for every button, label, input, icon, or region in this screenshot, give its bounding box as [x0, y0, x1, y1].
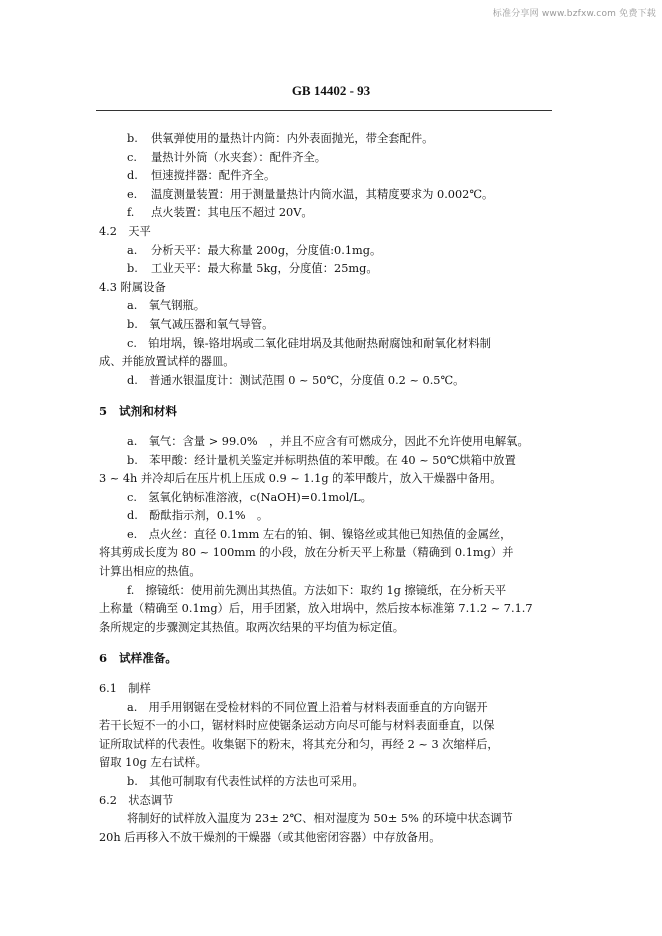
paragraph-line: 将制好的试样放入温度为 23± 2℃、相对湿度为 50± 5% 的环境中状态调节 [127, 812, 513, 826]
list-item: f. 擦镜纸：使用前先测出其热值。方法如下：取约 1g 擦镜纸，在分析天平 [127, 583, 507, 597]
document-body [99, 130, 559, 847]
subsection-4-2-title: 4.2 天平 [99, 224, 151, 238]
list-item: a. 氧气钢瓶。 [127, 299, 206, 313]
item-label: b. [127, 132, 138, 145]
paragraph-line: 20h 后再移入不放干燥剂的干燥器（或其他密闭容器）中存放备用。 [99, 830, 441, 844]
list-item [99, 260, 559, 279]
item-label: e. [127, 187, 138, 201]
list-item [99, 149, 559, 168]
item-label: f. [127, 206, 135, 220]
list-item-continuation: 将其剪成长度为 80 ~ 100mm 的小段，放在分析天平上称量（精确到 0.1mg）并 [99, 546, 514, 560]
section-title: 试剂和材料 [119, 404, 177, 419]
list-item-continuation: 留取 10g 左右试样。 [99, 756, 207, 770]
subsection-6-1-title: 6.1 制样 [99, 682, 151, 696]
list-item-continuation: 计算出相应的热值。 [99, 565, 201, 579]
list-item [99, 204, 559, 223]
list-item [99, 130, 559, 149]
item-text: 点火装置：其电压不超过 20V。 [151, 206, 313, 220]
item-label: c. [127, 150, 137, 164]
header-rule [96, 110, 552, 111]
list-item: a. 氧气：含量 > 99.0% ，并且不应含有可燃成分，因此不允许使用电解氧。 [127, 434, 529, 448]
list-item [99, 167, 559, 186]
list-item-continuation: 若干长短不一的小口，锯材料时应使锯条运动方向尽可能与材料表面垂直，以保 [99, 719, 495, 733]
section-title: 试样准备。 [119, 651, 177, 666]
document-header: GB 14402 - 93 [291, 83, 371, 98]
list-item: c. 氢氧化钠标准溶液，c(NaOH)=0.1mol/L。 [127, 490, 372, 504]
list-item: b. 其他可制取有代表性试样的方法也可采用。 [127, 775, 364, 788]
item-label: b. [127, 262, 138, 276]
list-item: b. 苯甲酸：经计量机关鉴定并标明热值的苯甲酸。在 40 ~ 50℃烘箱中放置 [127, 453, 516, 467]
section-6-heading [99, 649, 559, 668]
item-text: 量热计外筒（水夹套）：配件齐全。 [151, 150, 327, 164]
list-item-continuation: 证所取试样的代表性。收集锯下的粉末，将其充分和匀，再经 2 ~ 3 次缩样后， [99, 737, 499, 751]
list-item [99, 242, 559, 261]
list-item: c. 铂坩埚，镍-铬坩埚或二氧化硅坩埚及其他耐热耐腐蚀和耐氧化材料制 [127, 336, 491, 350]
item-text: 恒速搅拌器：配件齐全。 [151, 169, 276, 183]
list-item: d. 普通水银温度计：测试范围 0 ~ 50℃，分度值 0.2 ~ 0.5℃。 [127, 373, 465, 387]
list-item: a. 用手用钢锯在受检材料的不同位置上沿着与材料表面垂直的方向锯开 [127, 700, 488, 714]
list-item [99, 186, 559, 205]
list-item: d. 酚酞指示剂，0.1% 。 [127, 509, 269, 523]
item-label: d. [127, 169, 138, 183]
item-text: 工业天平：最大称量 5kg，分度值：25mg。 [151, 262, 378, 276]
list-item: e. 点火丝：直径 0.1mm 左右的铂、铜、镍铬丝或其他已知热值的金属丝， [127, 527, 512, 541]
list-item: b. 氧气减压器和氧气导管。 [127, 317, 274, 331]
item-text: 温度测量装置：用于测量量热计内筒水温，其精度要求为 0.002℃。 [151, 187, 494, 201]
item-text: 供氧弹使用的量热计内筒：内外表面抛光，带全套配件。 [151, 132, 434, 145]
item-label: a. [127, 243, 138, 257]
item-text: 分析天平：最大称量 200g，分度值:0.1mg。 [151, 243, 382, 257]
subsection-4-3-title: 4.3 附属设备 [99, 280, 166, 294]
list-item-continuation: 条所规定的步骤测定其热值。取两次结果的平均值为标定值。 [99, 620, 405, 634]
list-item-continuation: 3 ~ 4h 并冷却后在压片机上压成 0.9 ~ 1.1g 的苯甲酸片，放入干燥器中备用。 [99, 472, 502, 486]
section-number: 6 [99, 651, 108, 666]
watermark: 标准分享网 www.bzfxw.com 免费下载 [492, 9, 656, 19]
list-item-continuation: 上称量（精确至 0.1mg）后，用手团紧，放入坩埚中，然后按本标准第 7.1.2 ~ 7.1.7 [99, 602, 533, 616]
section-number: 5 [99, 404, 108, 419]
section-5-heading [99, 402, 559, 421]
subsection-6-2-title: 6.2 状态调节 [99, 793, 174, 807]
list-item-continuation: 成、并能放置试样的器皿。 [99, 355, 235, 369]
